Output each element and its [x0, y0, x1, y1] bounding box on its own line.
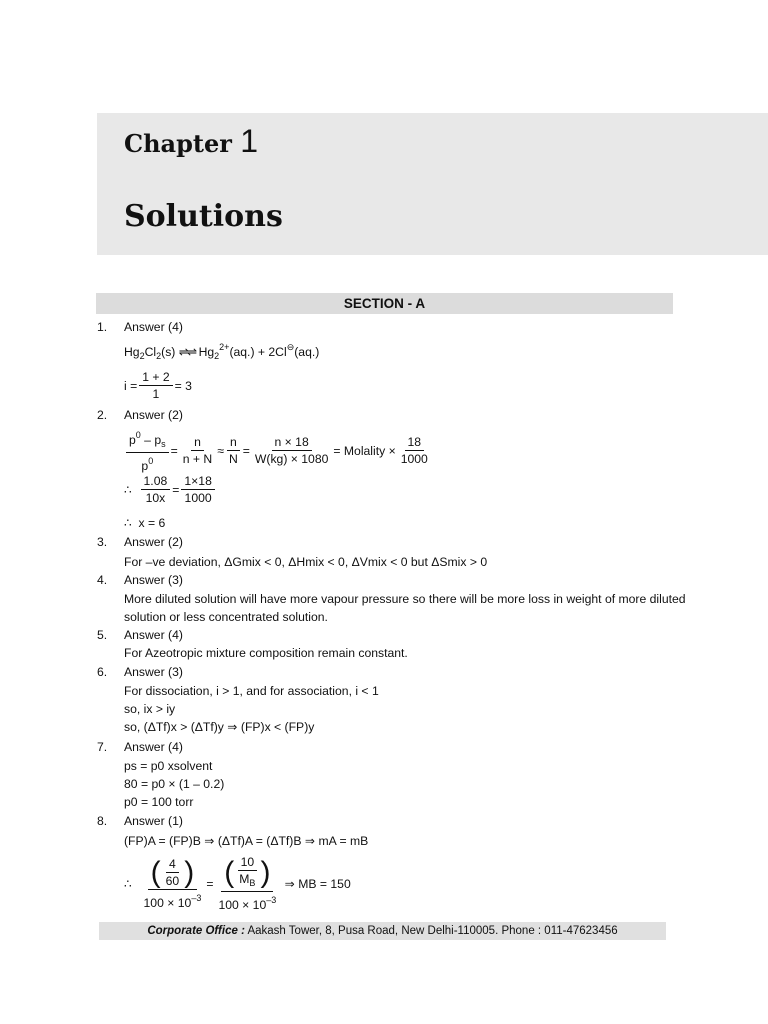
question-number: 8.	[97, 814, 108, 828]
equation: $Hg_2Cl_2(s)$ ⇌⇌ $Hg_2^{2+}(aq.) + 2Cl^⊖(aq.)$	[124, 342, 320, 361]
footer-bar: Corporate Office : Aakash Tower, 8, Pusa Road, New Delhi-110005. Phone : 011-47623456	[99, 922, 666, 940]
answer-label: Answer (4)	[124, 628, 183, 642]
equation: i = $\frac{1 + 2}{1}$ = 3	[124, 370, 192, 401]
question-number: 6.	[97, 665, 108, 679]
answer-text: 80 = p0 × (1 – 0.2)	[124, 777, 225, 791]
answer-label: Answer (2)	[124, 535, 183, 549]
question-number: 5.	[97, 628, 108, 642]
section-heading: SECTION - A	[96, 293, 673, 314]
answer-text: solution or less concentrated solution.	[124, 610, 328, 624]
answer-text: More diluted solution will have more vapour pressure so there will be more loss in weight of more diluted	[124, 592, 686, 606]
answer-label: Answer (3)	[124, 573, 183, 587]
equation: ∴ ( $\frac{4}{60}$ ) $100 \times 10^{-3}$ = ( $\frac{10}{M_B}$ ) $100 \times 10^{-3}$ ⇒ MB = 150	[124, 855, 351, 912]
question-number: 3.	[97, 535, 108, 549]
answer-text: For dissociation, i > 1, and for association, i < 1	[124, 684, 379, 698]
answer-label: Answer (4)	[124, 320, 183, 334]
answer-text: so, ix > iy	[124, 702, 176, 716]
answer-label: Answer (4)	[124, 740, 183, 754]
answer-text: (FP)A = (FP)B ⇒ (ΔTf)A = (ΔTf)B ⇒ mA = mB	[124, 834, 369, 848]
answer-text: p0 = 100 torr	[124, 795, 194, 809]
equation: $\frac{p^0 - p_s}{p^0}$ = $\frac{n}{n + N}$ ≈ $\frac{n}{N}$ = $\frac{n \times 18}{W(kg) \times 1080}$ = Molality × $\frac{18}{1000}$	[124, 428, 433, 473]
answer-label: Answer (3)	[124, 665, 183, 679]
question-number: 4.	[97, 573, 108, 587]
answer-text: ps = p0 xsolvent	[124, 759, 213, 773]
answer-label: Answer (2)	[124, 408, 183, 422]
equation: ∴ x = 6	[124, 516, 166, 530]
chapter-title: Solutions	[124, 199, 283, 234]
chapter-label: Chapter 1	[124, 123, 259, 159]
question-number: 1.	[97, 320, 108, 334]
question-number: 7.	[97, 740, 108, 754]
answer-text: For Azeotropic mixture composition remain constant.	[124, 646, 408, 660]
question-number: 2.	[97, 408, 108, 422]
answer-label: Answer (1)	[124, 814, 183, 828]
answer-text: For –ve deviation, ΔGmix < 0, ΔHmix < 0, ΔVmix < 0 but ΔSmix > 0	[124, 555, 488, 569]
answer-text: so, (ΔTf)x > (ΔTf)y ⇒ (FP)x < (FP)y	[124, 720, 315, 734]
equation: ∴ $\frac{1.08}{10x}$ = $\frac{1\times 18}{1000}$	[124, 474, 217, 505]
chapter-header	[97, 113, 768, 255]
